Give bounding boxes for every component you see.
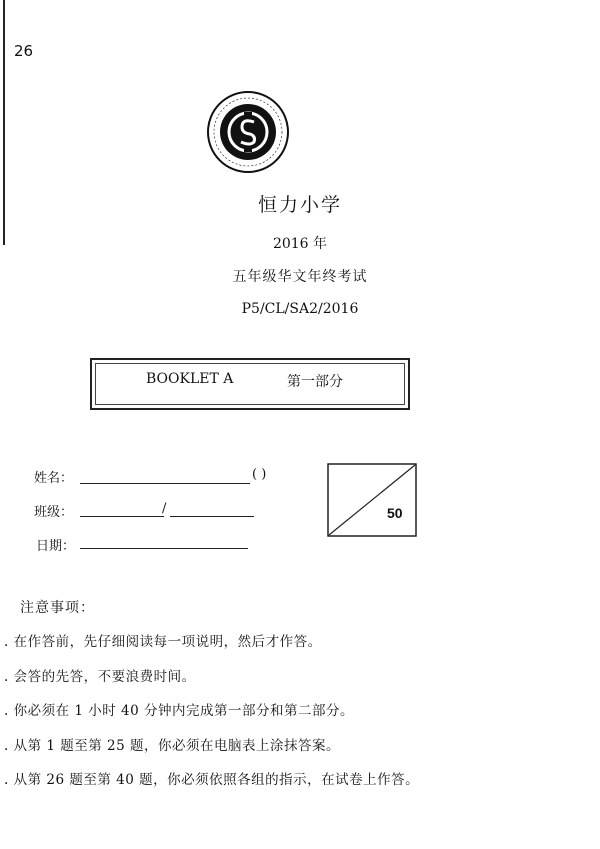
note-item: . 从第 26 题至第 40 题，你必须依照各组的指示，在试卷上作答。 [4, 772, 420, 788]
date-field[interactable] [80, 548, 248, 549]
school-name: 恒力小学 [257, 194, 342, 216]
exam-title: 五年级华文年终考试 [232, 269, 368, 285]
booklet-part: 第一部分 [287, 374, 343, 390]
booklet-name: BOOKLET A [146, 371, 234, 387]
school-crest-icon [206, 90, 290, 174]
exam-year: 2016 年 [272, 236, 328, 252]
note-item: . 会答的先答，不要浪费时间。 [4, 669, 196, 685]
total-marks: 50 [387, 505, 403, 521]
notes-title: 注意事项： [20, 600, 95, 616]
booklet-box [90, 358, 410, 410]
note-item: . 你必须在 1 小时 40 分钟内完成第一部分和第二部分。 [4, 703, 355, 719]
index-number-field[interactable]: ( ) [252, 467, 267, 482]
handwritten-mark: 26 [14, 42, 34, 60]
exam-code: P5/CL/SA2/2016 [241, 301, 359, 317]
class-number-field[interactable] [170, 516, 254, 517]
score-box [327, 463, 417, 537]
date-label: 日期： [36, 539, 76, 554]
note-item: . 从第 1 题至第 25 题，你必须在电脑表上涂抹答案。 [4, 738, 341, 754]
class-separator: / [162, 501, 167, 516]
class-field[interactable] [80, 516, 164, 517]
note-item: . 在作答前，先仔细阅读每一项说明，然后才作答。 [4, 634, 322, 650]
name-field[interactable] [80, 483, 250, 484]
class-label: 班级： [34, 505, 74, 520]
name-label: 姓名： [34, 471, 74, 486]
